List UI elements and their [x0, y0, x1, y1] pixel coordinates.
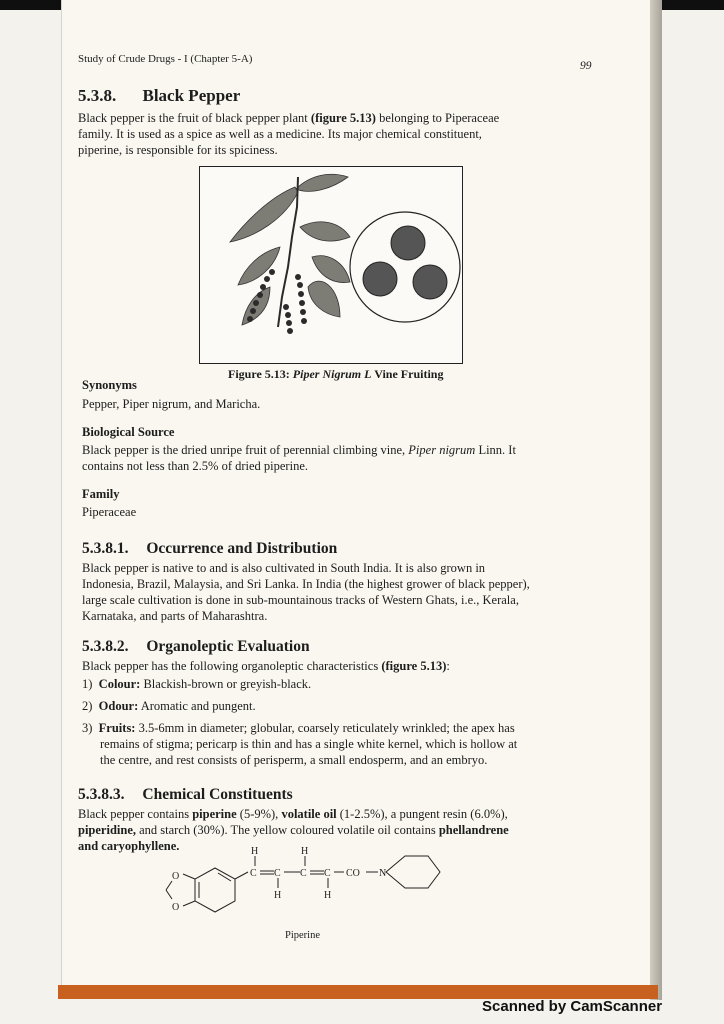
section-number: 5.3.8. — [78, 86, 117, 105]
chemical-title: Chemical Constituents — [142, 786, 293, 803]
bio-text-1: Black pepper is the dried unripe fruit of perennial climbing vine, — [82, 443, 409, 457]
chem-text: (5-9%), — [236, 807, 282, 821]
occurrence-text-1: Black pepper is native to and is also cultivated in South India. It is also grown in — [82, 561, 486, 575]
intro-text-1b: belonging to Piperaceae — [375, 111, 500, 125]
occurrence-text-2: Indonesia, Brazil, Malaysia, and Sri Lanka. In India (the highest grower of black pepper), — [82, 577, 530, 591]
list-label: Fruits: — [98, 721, 136, 735]
atom-C1: C — [250, 868, 257, 879]
chem-text: (1-2.5%), a pungent resin (6.0%), — [336, 807, 508, 821]
page-number: 99 — [580, 60, 592, 72]
running-header: Study of Crude Drugs - I (Chapter 5-A) — [78, 53, 253, 65]
scanner-watermark: Scanned by CamScanner — [482, 998, 663, 1015]
list-number: 1) — [82, 677, 93, 691]
figure-label: Figure 5.13: — [228, 367, 290, 381]
occurrence-text-3: large scale cultivation is done in sub-mountainous tracks of Western Ghats, i.e., Kerala, — [82, 593, 519, 607]
leaf — [238, 247, 280, 285]
leaf — [296, 174, 348, 191]
occurrence-text-4: Karnataka, and parts of Maharashtra. — [82, 609, 268, 623]
organoleptic-intro-end: : — [446, 659, 450, 673]
intro-text-3: piperine, is responsible for its spiciness. — [78, 143, 278, 157]
structure-caption: Piperine — [285, 930, 320, 941]
group-CO: CO — [346, 868, 360, 879]
occurrence-heading — [82, 540, 337, 558]
synonyms-heading: Synonyms — [82, 378, 137, 392]
list-number: 3) — [82, 721, 93, 735]
list-text: Blackish-brown or greyish-black. — [140, 677, 312, 691]
pepper-vine-illustration — [200, 167, 462, 363]
biological-source-heading: Biological Source — [82, 425, 175, 439]
list-text: Aromatic and pungent. — [138, 699, 256, 713]
list-label: Colour: — [98, 677, 141, 691]
page-gutter-shadow — [650, 0, 662, 1000]
chem-text: and starch (30%). The yellow coloured volatile oil contains — [136, 823, 439, 837]
bio-species: Piper nigrum — [408, 443, 476, 457]
list-label: Odour: — [98, 699, 139, 713]
chem-caryophyllene: and caryophyllene. — [78, 839, 180, 853]
chem-text: Black pepper contains — [78, 807, 193, 821]
intro-text-2: family. It is used as a spice as well as a medicine. Its major chemical constituent, — [78, 127, 482, 141]
figure-ref: (figure 5.13) — [310, 111, 376, 125]
family-heading: Family — [82, 487, 120, 501]
piperidine-ring — [386, 856, 440, 888]
chem-volatile-oil: volatile oil — [281, 807, 337, 821]
list-number: 2) — [82, 699, 93, 713]
organoleptic-heading — [82, 638, 310, 656]
organoleptic-title: Organoleptic Evaluation — [146, 638, 310, 655]
pepper-fruit — [413, 265, 447, 299]
figure-caption — [228, 367, 443, 382]
atom-O1: O — [172, 871, 180, 882]
list-text-3: the centre, and rest consists of perisperm, a small endosperm, and an embryo. — [100, 753, 488, 767]
list-text: 3.5-6mm in diameter; globular, coarsely reticulately wrinkled; the apex has — [135, 721, 515, 735]
biological-source-text — [82, 442, 596, 474]
piperine-structure — [150, 846, 450, 926]
chemical-number: 5.3.8.3. — [78, 786, 125, 803]
figure-species: Piper Nigrum L — [292, 367, 372, 381]
intro-text-1: Black pepper is the fruit of black pepper plant — [78, 111, 311, 125]
figure-caption-rest: Vine Fruiting — [371, 367, 444, 381]
atom-C4: C — [324, 868, 331, 879]
chem-phellandrene: phellandrene — [438, 823, 509, 837]
organoleptic-intro-text: Black pepper has the following organoleptic characteristics — [82, 659, 382, 673]
synonyms-text: Pepper, Piper nigrum, and Maricha. — [82, 397, 261, 411]
atom-H2: H — [301, 846, 309, 857]
leaf — [308, 281, 340, 317]
bio-text-1b: Linn. It — [475, 443, 516, 457]
organoleptic-figure-ref: (figure 5.13) — [381, 659, 447, 673]
atom-H1: H — [251, 846, 259, 857]
intro-paragraph — [78, 110, 598, 158]
atom-N: N — [379, 868, 387, 879]
family-text: Piperaceae — [82, 505, 137, 519]
list-text-2: remains of stigma; pericarp is thin and has a single white kernel, which is hollow at — [100, 737, 518, 751]
atom-O2: O — [172, 902, 180, 913]
list-item-fruits — [82, 720, 596, 768]
chem-piperidine: piperidine, — [78, 823, 136, 837]
occurrence-paragraph — [82, 560, 596, 624]
bio-text-2: contains not less than 2.5% of dried piperine. — [82, 459, 308, 473]
leaf — [230, 187, 298, 242]
list-item-odour — [82, 698, 256, 714]
leaf — [300, 222, 350, 241]
pepper-fruit — [391, 226, 425, 260]
chem-piperine: piperine — [192, 807, 237, 821]
organoleptic-intro — [82, 658, 450, 674]
scan-bottom-edge — [58, 985, 658, 999]
atom-H3: H — [274, 890, 282, 901]
atom-H4: H — [324, 890, 332, 901]
benzene-ring — [195, 868, 235, 912]
leaf — [312, 256, 350, 283]
atom-C3: C — [300, 868, 307, 879]
organoleptic-number: 5.3.8.2. — [82, 638, 129, 655]
atom-C2: C — [274, 868, 281, 879]
chemical-heading — [78, 786, 293, 804]
occurrence-number: 5.3.8.1. — [82, 540, 129, 557]
occurrence-title: Occurrence and Distribution — [146, 540, 338, 557]
pepper-fruit — [363, 262, 397, 296]
figure-frame — [199, 166, 463, 364]
list-item-colour — [82, 676, 311, 692]
section-title: Black Pepper — [142, 86, 241, 105]
section-heading — [78, 86, 240, 106]
